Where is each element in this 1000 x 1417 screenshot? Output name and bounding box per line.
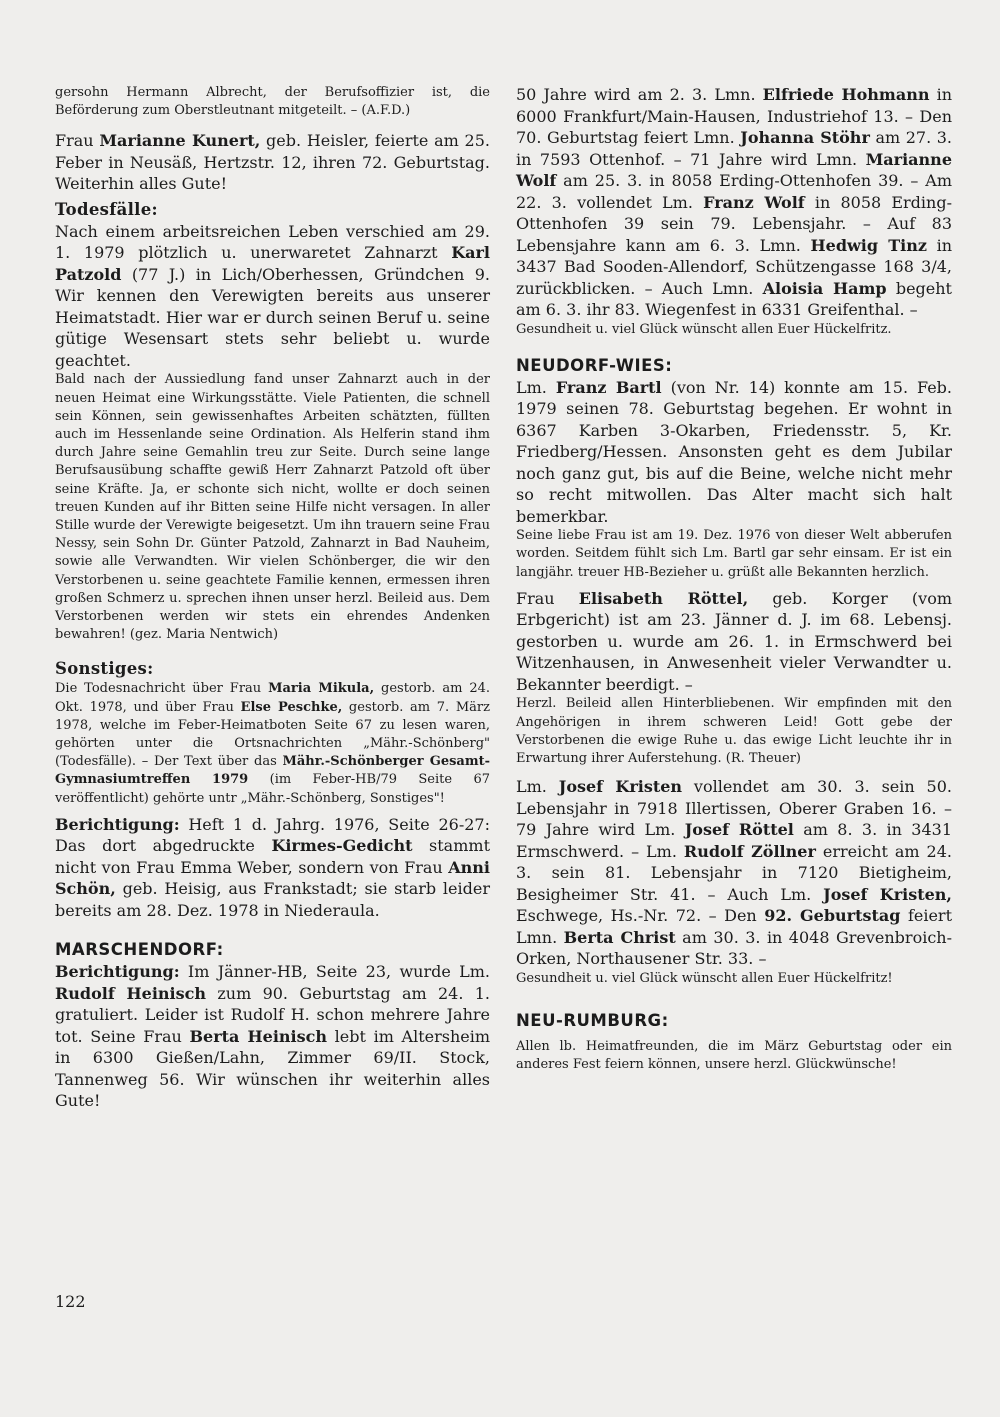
section-heading-sonstiges: Sonstiges: (55, 659, 154, 679)
patzold-paragraph: Nach einem arbeitsreichen Leben verschied am 29. 1. 1979 plötzlich u. unerwaretet Zahnarzt Karl Patzold (77 J.) in Lich/Oberhessen, Gründchen 9. Wir kennen den Verewigten bereits aus unserer Heimatstadt. Hier war er durch seinen Beruf u. seine gütige Wesensart stets sehr beliebt u. wurde geachtet. (55, 221, 490, 370)
birthdays-paragraph: 50 Jahre wird am 2. 3. Lmn. Elfriede Hohmann in 6000 Frankfurt/Main-Hausen, Industriehof 13. – Den 70. Geburtstag feiert Lmn. Johanna Stöhr am 27. 3. in 7593 Ottenhof. – 71 Jahre wird Lmn. Marianne Wolf am 25. 3. in 8058 Erding-Ottenhofen 39. – Am 22. 3. vollendet Lm. Franz Wolf in 8058 Erding-Ottenhofen 39 sein 79. Lebensjahr. – Auf 83 Lebensjahre kann am 6. 3. Lmn. Hedwig Tinz in 3437 Bad Sooden-Allendorf, Schützengasse 168 3/4, zurückblicken. – Auch Lmn. Aloisia Hamp begeht am 6. 3. ihr 83. Wiegenfest in 6331 Greifenthal. – (516, 85, 953, 319)
section-heading-neudorf-wies: NEUDORF-WIES: (516, 355, 673, 375)
kristen-paragraph: Lm. Josef Kristen vollendet am 30. 3. sein 50. Lebensjahr in 7918 Illertissen, Oberer Graben 16. – 79 Jahre wird Lm. Josef Röttel am 8. 3. in 3431 Ermschwerd. – Lm. Rudolf Zöllner erreicht am 24. 3. sein 81. Lebensjahr in 7120 Bietigheim, Besigheimer Str. 41. – Auch Lm. Josef Kristen, Eschwege, Hs.-Nr. 72. – Den 92. Geburtstag feiert Lmn. Berta Christ am 30. 3. in 4048 Grevenbroich-Orken, Northausener Str. 33. – (516, 777, 953, 969)
kunert-paragraph: Frau Marianne Kunert, geb. Heisler, feierte am 25. Feber in Neusäß, Hertzstr. 12, ihren 72. Geburtstag. Weiterhin alles Gute! (55, 131, 490, 194)
neu-rumburg-greeting: Allen lb. Heimatfreunden, die im März Geburtstag oder ein anderes Fest feiern können, unsere herzl. Glückwünsche! (516, 1038, 952, 1073)
heinisch-correction-paragraph: Berichtigung: Im Jänner-HB, Seite 23, wurde Lm. Rudolf Heinisch zum 90. Geburtstag am 24. 1. gratuliert. Leider ist Rudolf H. schon mehrere Jahre tot. Seine Frau Berta Heinisch lebt im Altersheim in 6300 Gießen/Lahn, Zimmer 69/II. Stock, Tannenweg 56. Wir wünschen ihr weiterhin alles Gute! (55, 962, 491, 1111)
bartl-detail: Seine liebe Frau ist am 19. Dez. 1976 von dieser Welt abberufen worden. Seitdem fühlt sich Lm. Bartl gar sehr einsam. Er ist ein langjähr. treuer HB-Bezieher u. grüßt alle Bekannten herzlich. (516, 528, 952, 580)
sonstiges-paragraph: Die Todesnachricht über Frau Maria Mikula, gestorb. am 24. Okt. 1978, und über Frau Else Peschke, gestorb. am 7. März 1978, welche im Feber-Heimatboten Seite 67 zu lesen waren, gehörten unter die Ortsnachrichten „Mähr.-Schönberg" (Todesfälle). – Der Text über das Mähr.-Schönberger Gesamt-Gymnasiumtreffen 1979 (im Feber-HB/79 Seite 67 veröffentlicht) gehörte untr „Mähr.-Schönberg, Sonstiges"! (55, 681, 491, 806)
left-column (55, 84, 490, 1112)
greeting-hueckelfritz-1: Gesundheit u. viel Glück wünscht allen Euer Hückelfritz. (516, 321, 892, 337)
right-column (516, 84, 952, 1074)
albrecht-paragraph: gersohn Hermann Albrecht, der Berufsoffizier ist, die Beförderung zum Oberstleutnant mitgeteilt. – (A.F.D.) (55, 85, 490, 119)
page-number: 122 (55, 1292, 86, 1311)
section-heading-marschendorf: MARSCHENDORF: (55, 940, 224, 960)
patzold-obituary-detail: Bald nach der Aussiedlung fand unser Zahnarzt auch in der neuen Heimat eine Wirkungsstätte. Viele Patienten, die schnell sein Können, sein gewissenhaftes Arbeiten schätzten, füllten auch im Hessenlande seine Ordination. Als Helferin stand ihm durch Jahre seine Gemahlin treu zur Seite. Durch seine lange Berufsausübung schaffte gewiß Herr Zahnarzt Patzold oft über seine Kräfte. Ja, er schonte sich nicht, wollte er doch seinen treuen Kunden auf ihr Bitten seine Hilfe nicht versagen. In aller Stille wurde der Verewigte beigesetzt. Um ihn trauern seine Frau Nessy, sein Sohn Dr. Günter Patzold, Zahnarzt in Bad Nauheim, sowie alle Verwandten. Wir vielen Schönberger, die wir den Verstorbenen u. seine geachtete Familie kennen, ermessen ihren großen Schmerz u. sprechen ihnen unser herzl. Beileid aus. Dem Verstorbenen werden wir stets ein ehrendes Andenken bewahren! (gez. Maria Nentwich) (55, 372, 490, 643)
bartl-paragraph: Lm. Franz Bartl (von Nr. 14) konnte am 15. Feb. 1979 seinen 78. Geburtstag begehen. Er wohnt in 6367 Karben 3-Okarben, Friedensstr. 5, Kr. Friedberg/Hessen. Ansonsten geht es dem Jubilar noch ganz gut, bis auf die Beine, welche nicht mehr so recht mitwollen. Das Alter macht sich halt bemerkbar. (516, 377, 953, 526)
section-heading-todesfaelle: Todesfälle: (55, 199, 158, 219)
greeting-hueckelfritz-2: Gesundheit u. viel Glück wünscht allen Euer Hückelfritz! (516, 970, 893, 986)
section-heading-neu-rumburg: NEU-RUMBURG: (516, 1010, 669, 1030)
roettel-condolence: Herzl. Beileid allen Hinterbliebenen. Wir empfinden mit den Angehörigen in ihrem schweren Leid! Gott gebe der Verstorbenen die ewige Ruhe u. das ewige Licht leuchte ihr in Erwartung ihrer Auferstehung. (R. Theuer) (516, 696, 952, 766)
roettel-obituary-paragraph: Frau Elisabeth Röttel, geb. Korger (vom Erbgericht) ist am 23. Jänner d. J. im 68. Lebensj. gestorben u. wurde am 26. 1. in Ermschwerd bei Witzenhausen, in Anwesenheit vieler Verwandter u. Bekannter beerdigt. – (516, 588, 953, 694)
kirmes-correction-paragraph: Berichtigung: Heft 1 d. Jahrg. 1976, Seite 26-27: Das dort abgedruckte Kirmes-Gedicht stammt nicht von Frau Emma Weber, sondern von Frau Anni Schön, geb. Heisig, aus Frankstadt; sie starb leider bereits am 28. Dez. 1978 in Niederaula. (55, 814, 490, 920)
